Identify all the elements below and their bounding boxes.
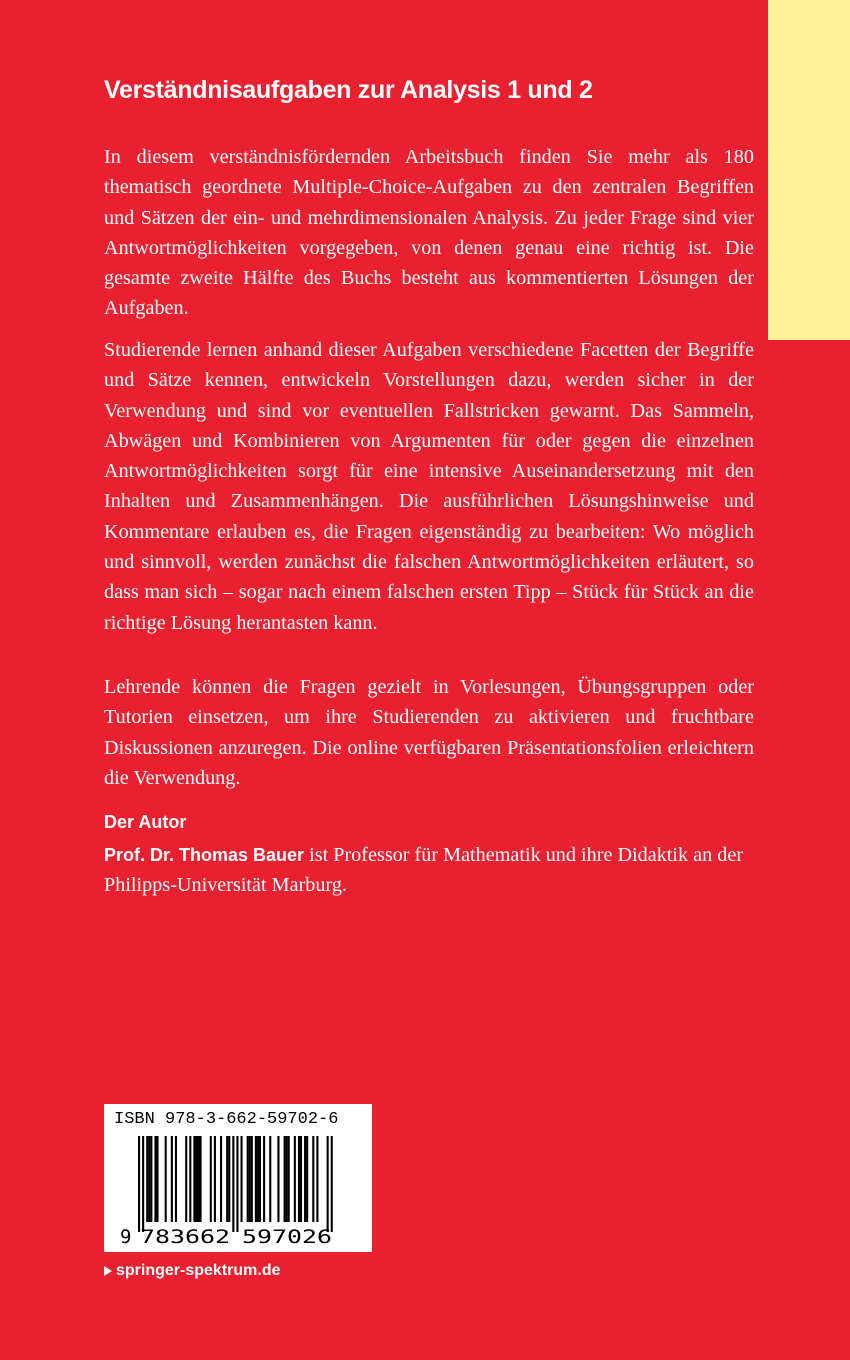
barcode-bar: [255, 1136, 257, 1222]
paragraph-text: In diesem verständnisfördernden Arbeitsbuch finden Sie mehr als 180 thematisch geordnete Multiple-Choice-Aufgaben zu den zentralen Begriffen und Sätzen der ein- und mehrdimensionalen Analysis. Zu jeder Frage sind vier Antwortmöglichkeiten vorgegeben, von denen genau eine richtig ist. Die gesamte zweite Hälfte des Buchs besteht aus kommentierten Lösungen der Aufgaben.: [104, 146, 754, 320]
barcode-bar: [226, 1136, 228, 1222]
barcode-box: [104, 1104, 372, 1252]
ean-barcode: [104, 1104, 372, 1252]
barcode-bar: [232, 1136, 234, 1232]
barcode-bar: [249, 1136, 251, 1222]
barcode-bar: [298, 1136, 300, 1222]
barcode-bar: [154, 1136, 156, 1222]
author-heading: Der Autor: [104, 812, 187, 832]
barcode-bar: [312, 1136, 314, 1222]
barcode-bars: [138, 1136, 333, 1232]
barcode-bar: [197, 1136, 199, 1222]
barcode-bar: [300, 1136, 302, 1222]
barcode-bar: [165, 1136, 167, 1222]
barcode-bar: [195, 1136, 197, 1222]
barcode-bar: [175, 1136, 177, 1222]
barcode-bar: [146, 1136, 148, 1222]
barcode-bar: [214, 1136, 216, 1222]
barcode-bar: [220, 1136, 222, 1222]
barcode-bar: [327, 1136, 329, 1232]
barcode-bar: [193, 1136, 195, 1222]
description-paragraph-2: [104, 335, 754, 638]
barcode-bar: [286, 1136, 288, 1222]
barcode-bar: [306, 1136, 308, 1222]
website-label: springer-spektrum.de: [116, 1262, 281, 1279]
barcode-left-digits: 783662: [140, 1226, 230, 1248]
author-bio: [104, 840, 754, 901]
barcode-bar: [251, 1136, 253, 1222]
description-paragraph-3: [104, 672, 754, 793]
barcode-bar: [304, 1136, 306, 1222]
paragraph-text: Lehrende können die Fragen gezielt in Vorlesungen, Übungsgruppen oder Tutorien einsetzen, um ihre Studierenden zu aktivieren und fruchtbare Diskussionen anzuregen. Die online verfügbaren Präsentationsfolien erleichtern die Verwendung.: [104, 676, 754, 789]
barcode-bar: [331, 1136, 333, 1232]
barcode-bar: [247, 1136, 249, 1222]
barcode-bar: [284, 1136, 286, 1222]
barcode-bar: [236, 1136, 238, 1232]
yellow-corner-tab: [768, 0, 850, 340]
isbn-label: ISBN 978-3-662-59702-6: [114, 1110, 339, 1129]
barcode-bar: [210, 1136, 212, 1222]
barcode-bar: [138, 1136, 140, 1232]
author-description: ist Professor für Mathematik und ihre Didaktik an der Philipps-Universität Marburg.: [104, 844, 744, 897]
barcode-bar: [277, 1136, 279, 1222]
barcode-bar: [288, 1136, 290, 1222]
barcode-bar: [257, 1136, 259, 1222]
barcode-bar: [263, 1136, 265, 1222]
publisher-website[interactable]: [104, 1262, 280, 1280]
arrow-right-icon: [104, 1266, 112, 1276]
barcode-bar: [200, 1136, 202, 1222]
barcode-right-digits: 597026: [242, 1226, 332, 1248]
barcode-bar: [148, 1136, 150, 1222]
barcode-bar: [294, 1136, 296, 1222]
barcode-bar: [259, 1136, 261, 1222]
barcode-bar: [185, 1136, 187, 1222]
barcode-bar: [142, 1136, 144, 1232]
barcode-bar: [156, 1136, 158, 1222]
barcode-bar: [171, 1136, 173, 1222]
barcode-bar: [269, 1136, 271, 1222]
book-title: Verständnisaufgaben zur Analysis 1 und 2: [104, 76, 593, 104]
barcode-bar: [316, 1136, 318, 1222]
barcode-bar: [189, 1136, 191, 1222]
barcode-bar: [241, 1136, 243, 1222]
barcode-first-digit: 9: [120, 1226, 132, 1248]
barcode-bar: [228, 1136, 230, 1222]
description-paragraph-1: [104, 142, 754, 324]
author-name: Prof. Dr. Thomas Bauer: [104, 845, 305, 865]
paragraph-text: Studierende lernen anhand dieser Aufgaben verschiedene Facetten der Begriffe und Sätze kennen, entwickeln Vorstellungen dazu, werden sicher in der Verwendung und sind vor eventuellen Fallstricken gewarnt. Das Sammeln, Abwägen und Kombinieren von Argumenten für oder gegen die einzelnen Antwortmöglichkeiten sorgt für eine intensive Auseinandersetzung mit den Inhalten und Zusammenhängen. Die ausführlichen Lösungshinweise und Kommentare erlauben es, die Fragen eigenständig zu bearbeiten: Wo möglich und sinnvoll, werden zunächst die falschen Antwortmöglichkeiten erläutert, so dass man sich – sogar nach einem falschen ersten Tipp – Stück für Stück an die richtige Lösung herantasten kann.: [104, 339, 754, 634]
barcode-bar: [150, 1136, 152, 1222]
